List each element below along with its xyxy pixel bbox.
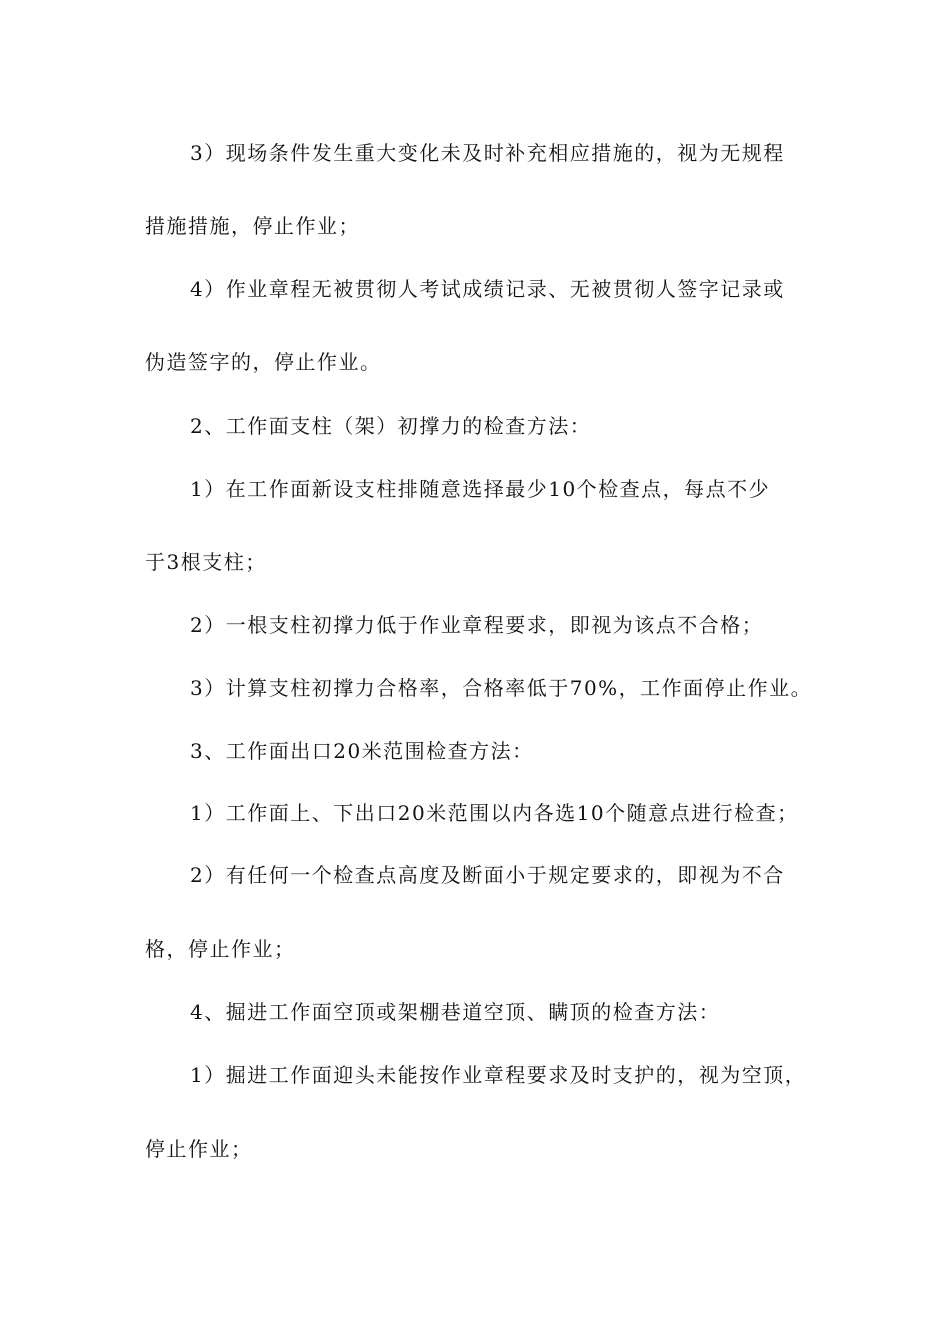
paragraph-line: 3）计算支柱初撑力合格率，合格率低于70%，工作面停止作业。 xyxy=(190,676,813,700)
paragraph-line: 1）工作面上、下出口20米范围以内各选10个随意点进行检查； xyxy=(190,801,799,825)
paragraph-line: 3）现场条件发生重大变化未及时补充相应措施的，视为无规程 xyxy=(190,141,785,165)
paragraph-line: 4）作业章程无被贯彻人考试成绩记录、无被贯彻人签字记录或 xyxy=(190,277,785,301)
paragraph-line: 停止作业； xyxy=(145,1137,253,1161)
paragraph-line: 伪造签字的，停止作业。 xyxy=(145,350,382,374)
paragraph-line: 2）有任何一个检查点高度及断面小于规定要求的，即视为不合 xyxy=(190,863,785,887)
section-heading: 2、工作面支柱（架）初撑力的检查方法： xyxy=(190,414,592,438)
paragraph-line: 2）一根支柱初撑力低于作业章程要求，即视为该点不合格； xyxy=(190,613,764,637)
paragraph-line: 1）在工作面新设支柱排随意选择最少10个检查点，每点不少 xyxy=(190,477,771,501)
paragraph-line: 1）掘进工作面迎头未能按作业章程要求及时支护的，视为空顶， xyxy=(190,1063,807,1087)
paragraph-line: 措施措施，停止作业； xyxy=(145,214,360,238)
section-heading: 4、掘进工作面空顶或架棚巷道空顶、瞒顶的检查方法： xyxy=(190,1000,721,1024)
paragraph-line: 于3根支柱； xyxy=(145,550,267,574)
section-heading: 3、工作面出口20米范围检查方法： xyxy=(190,739,534,763)
paragraph-line: 格，停止作业； xyxy=(145,937,296,961)
